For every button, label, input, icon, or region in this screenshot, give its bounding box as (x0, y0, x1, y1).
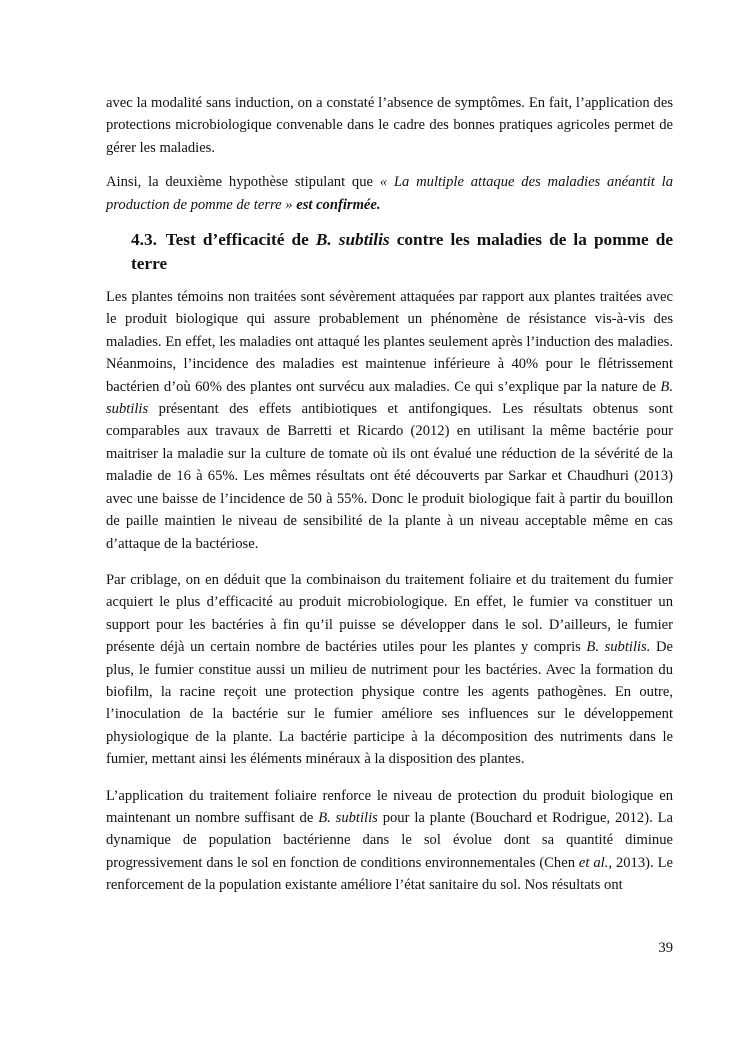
page-number: 39 (658, 940, 673, 956)
foliar-text-3: 2013). Le renforcement de la population existante améliore l’état sanitaire du sol. Nos résultats ont (106, 854, 673, 894)
heading-before: Test d’efficacité de (165, 230, 316, 250)
efficacy-organism: B. subtilis (106, 378, 673, 418)
foliar-etal: et al., (578, 854, 613, 871)
screening-text-2: De plus, le fumier constitue aussi un milieu de nutriment pour les bactéries. Avec la formation du biofilm, la racine reçoit une protection physique contre les agents pathogènes. En outre, l’inoculation de la bactérie sur le fumier améliore ses influences sur le développement physiologique de la plante. La bactérie participe à la décomposition des nutriments dans le fumier, mettant ainsi les éléments minéraux à la disposition des plantes. (106, 639, 674, 768)
hypothesis-quote: « La multiple attaque des maladies anéantit la production de pomme de terre » (106, 174, 674, 213)
document-page (106, 92, 673, 897)
foliar-organism: B. subtilis (318, 809, 378, 826)
heading-after: contre les maladies de la pomme de terre (131, 230, 674, 274)
paragraph-screening (106, 569, 673, 771)
screening-text-1: Par criblage, on en déduit que la combinaison du traitement foliaire et du traitement du fumier acquiert le plus d’efficacité au produit microbiologique. En effet, le fumier va constituer un support pour les bactéries à fin qu’il puisse se développer dans le sol. D’ailleurs, le fumier présente déjà un certain nombre de bactéries utiles pour les plantes y compris (106, 571, 673, 656)
paragraph-symptoms: avec la modalité sans induction, on a constaté l’absence de symptômes. En fait, l’application des protections microbiologique convenable dans le cadre des bonnes pratiques agricoles permet de gérer les maladies. (106, 95, 673, 156)
section-number: 4.3. (131, 230, 157, 250)
heading-organism: B. subtilis (315, 230, 390, 250)
section-heading (131, 228, 673, 276)
screening-organism: B. subtilis. (586, 639, 651, 656)
foliar-text-1: L’application du traitement foliaire renforce le niveau de protection du produit biologique en maintenant un nombre suffisant de (106, 787, 673, 826)
efficacy-text-2: présentant des effets antibiotiques et antifongiques. Les résultats obtenus sont comparables aux travaux de Barretti et Ricardo (2012) en utilisant la même bactérie pour maitriser la maladie sur la culture de tomate où ils ont évalué une réduction de la sévérité de la maladie de 16 à 65%. Les mêmes résultats ont été découverts par Sarkar et Chaudhuri (2013) avec une baisse de l’incidence de 50 à 55%. Donc le produit biologique fait à partir du bouillon de paille maintien le niveau de sensibilité de la plante à un niveau acceptable même en cas d’attaque de la bactériose. (106, 401, 673, 552)
hypothesis-intro: Ainsi, la deuxième hypothèse stipulant que (106, 174, 380, 191)
efficacy-text-1: Les plantes témoins non traitées sont sévèrement attaquées par rapport aux plantes traitées avec le produit biologique qui assure probablement un phénomène de résistance vis-à-vis des maladies. En effet, les maladies ont attaqué les plantes seulement après l’induction des maladies. Néanmoins, l’incidence des maladies est maintenue inférieure à 40% pour le flétrissement bactérien d’où 60% des plantes ont survécu aux maladies. Ce qui s’explique par la nature de (106, 289, 673, 395)
paragraph-efficacy (106, 286, 673, 555)
hypothesis-conclusion: est confirmée. (296, 196, 381, 213)
paragraph-foliar (106, 785, 673, 897)
foliar-text-2: pour la plante (Bouchard et Rodrigue, 2012). La dynamique de population bactérienne dans le sol évolue dont sa quantité diminue progressivement dans le sol en fonction de conditions environnementales (Chen (106, 809, 673, 871)
paragraph-hypothesis (106, 171, 673, 216)
